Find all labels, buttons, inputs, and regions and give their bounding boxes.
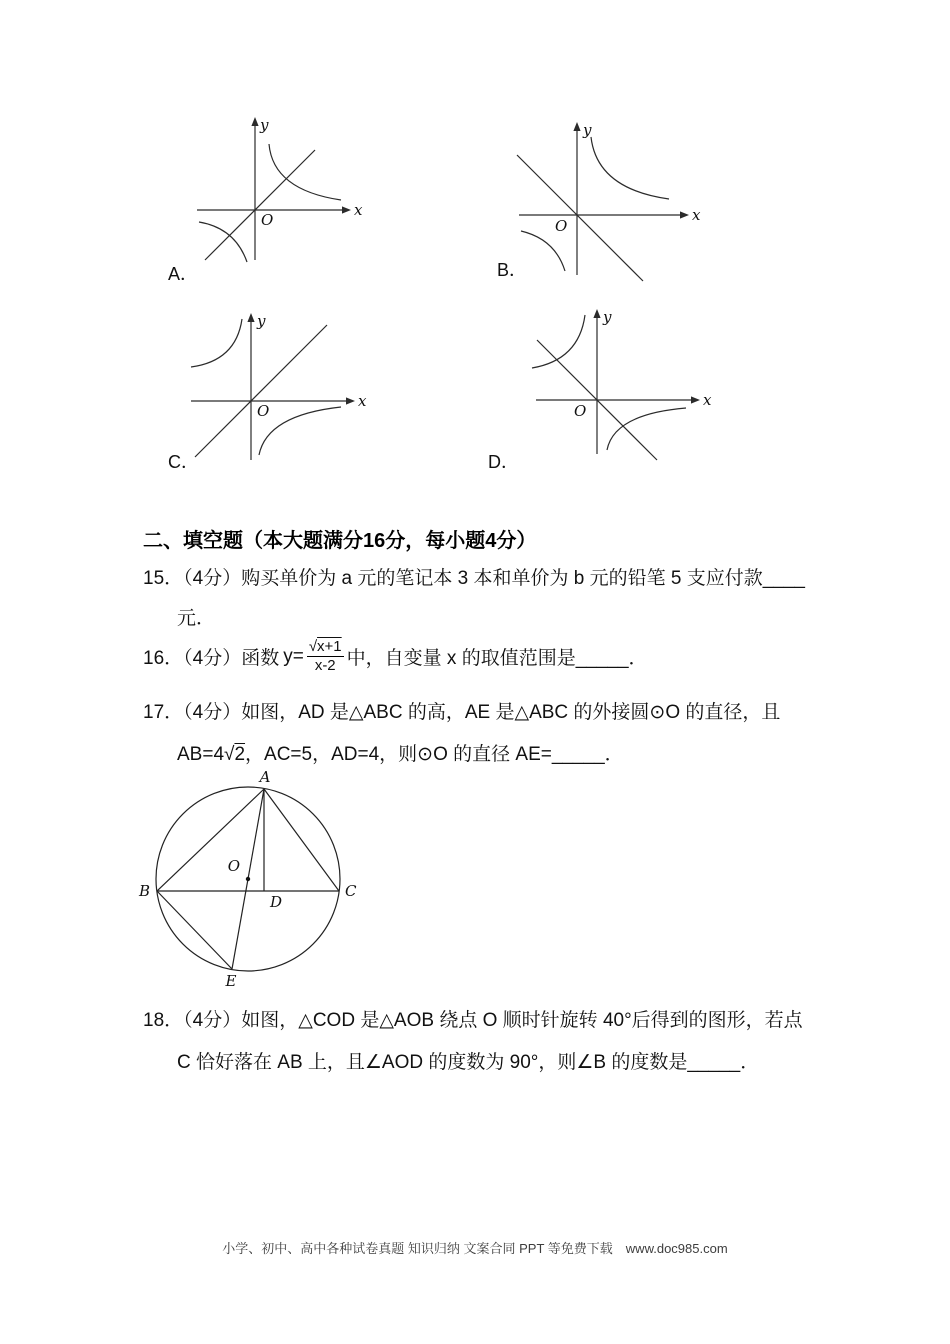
x-axis-label: x — [703, 391, 712, 409]
q16-formula-lhs: y= — [283, 645, 304, 667]
q17-ab-prefix: AB=4 — [177, 744, 225, 765]
sqrt-sign: √ — [224, 744, 235, 765]
x-axis-arrow-icon — [691, 396, 700, 403]
option-a-label: A． — [168, 264, 199, 284]
origin-label: O — [261, 211, 274, 229]
line-graph — [517, 155, 643, 281]
hyperbola-branch-q2 — [532, 315, 585, 368]
hyperbola-branch-q2 — [191, 319, 242, 367]
segment-be — [157, 891, 232, 969]
y-axis-label: y — [257, 312, 266, 330]
line-graph — [195, 325, 327, 457]
x-axis-arrow-icon — [680, 211, 689, 218]
line-graph — [205, 150, 315, 260]
segment-ab — [157, 789, 264, 891]
point-label-c: C — [345, 882, 357, 900]
point-label-o: O — [227, 857, 240, 875]
question-18-line1: 18．（4分）如图，△COD 是△AOB 绕点 O 顺时针旋转 40°后得到的图形，若点 — [143, 1010, 803, 1031]
hyperbola-branch-q1 — [269, 144, 341, 200]
hyperbola-branch-q4 — [259, 407, 341, 455]
x-axis-arrow-icon — [346, 397, 355, 404]
y-axis-arrow-icon — [251, 117, 258, 126]
option-b-label: B． — [497, 260, 528, 280]
graph-option-d — [518, 302, 718, 467]
y-axis-arrow-icon — [573, 122, 580, 131]
center-point-o — [246, 877, 250, 881]
q16-fraction-denominator: x-2 — [307, 656, 344, 675]
graph-option-c — [175, 305, 370, 470]
question-18-line2: C 恰好落在 AB 上，且∠AOD 的度数为 90°，则∠B 的度数是_____． — [177, 1052, 760, 1073]
point-label-d: D — [270, 893, 283, 911]
option-d-label: D． — [488, 452, 519, 472]
question-16-suffix: 中，自变量 x 的取值范围是_____． — [346, 648, 648, 669]
q16-radicand: x+1 — [317, 638, 342, 655]
question-16-prefix: 16．（4分）函数 — [143, 648, 280, 669]
origin-label: O — [555, 217, 568, 235]
question-15-line2: 元． — [177, 608, 216, 629]
x-axis-label: x — [692, 206, 701, 224]
question-17-line1: 17．（4分）如图，AD 是△ABC 的高，AE 是△ABC 的外接圆⊙O 的直径，且 — [143, 702, 781, 723]
hyperbola-branch-q3 — [521, 231, 565, 271]
q16-fraction — [307, 638, 344, 675]
q17-line2-rest: ，AC=5，AD=4，则⊙O 的直径 AE=_____． — [245, 744, 624, 765]
hyperbola-branch-q1 — [591, 137, 669, 199]
graph-option-b — [505, 115, 705, 285]
y-axis-label: y — [583, 121, 592, 139]
point-label-b: B — [138, 882, 150, 900]
x-axis-label: x — [358, 392, 367, 410]
y-axis-label: y — [260, 116, 269, 134]
x-axis-arrow-icon — [342, 206, 351, 213]
q16-fraction-numerator — [307, 638, 344, 656]
question-17-figure — [128, 770, 393, 992]
footer — [0, 1238, 950, 1257]
q17-radicand: 2 — [234, 744, 246, 765]
question-16 — [143, 638, 648, 675]
y-axis-arrow-icon — [593, 309, 600, 318]
point-label-e: E — [225, 972, 237, 990]
footer-text: 小学、初中、高中各种试卷真题 知识归纳 文案合同 PPT 等免费下载 www.doc985.com — [222, 1241, 728, 1256]
y-axis-arrow-icon — [247, 313, 254, 322]
question-17-line2 — [177, 742, 624, 768]
hyperbola-branch-q4 — [607, 408, 686, 450]
y-axis-label: y — [603, 308, 612, 326]
sqrt-sign: √ — [308, 638, 318, 655]
section-2-title: 二、填空题（本大题满分16分，每小题4分） — [143, 530, 537, 552]
origin-label: O — [574, 402, 587, 420]
origin-label: O — [257, 402, 270, 420]
option-c-label: C． — [168, 452, 199, 472]
x-axis-label: x — [354, 201, 363, 219]
question-15-line1: 15．（4分）购买单价为 a 元的笔记本 3 本和单价为 b 元的铅笔 5 支应付款____ — [143, 568, 805, 589]
point-label-a: A — [259, 770, 271, 786]
